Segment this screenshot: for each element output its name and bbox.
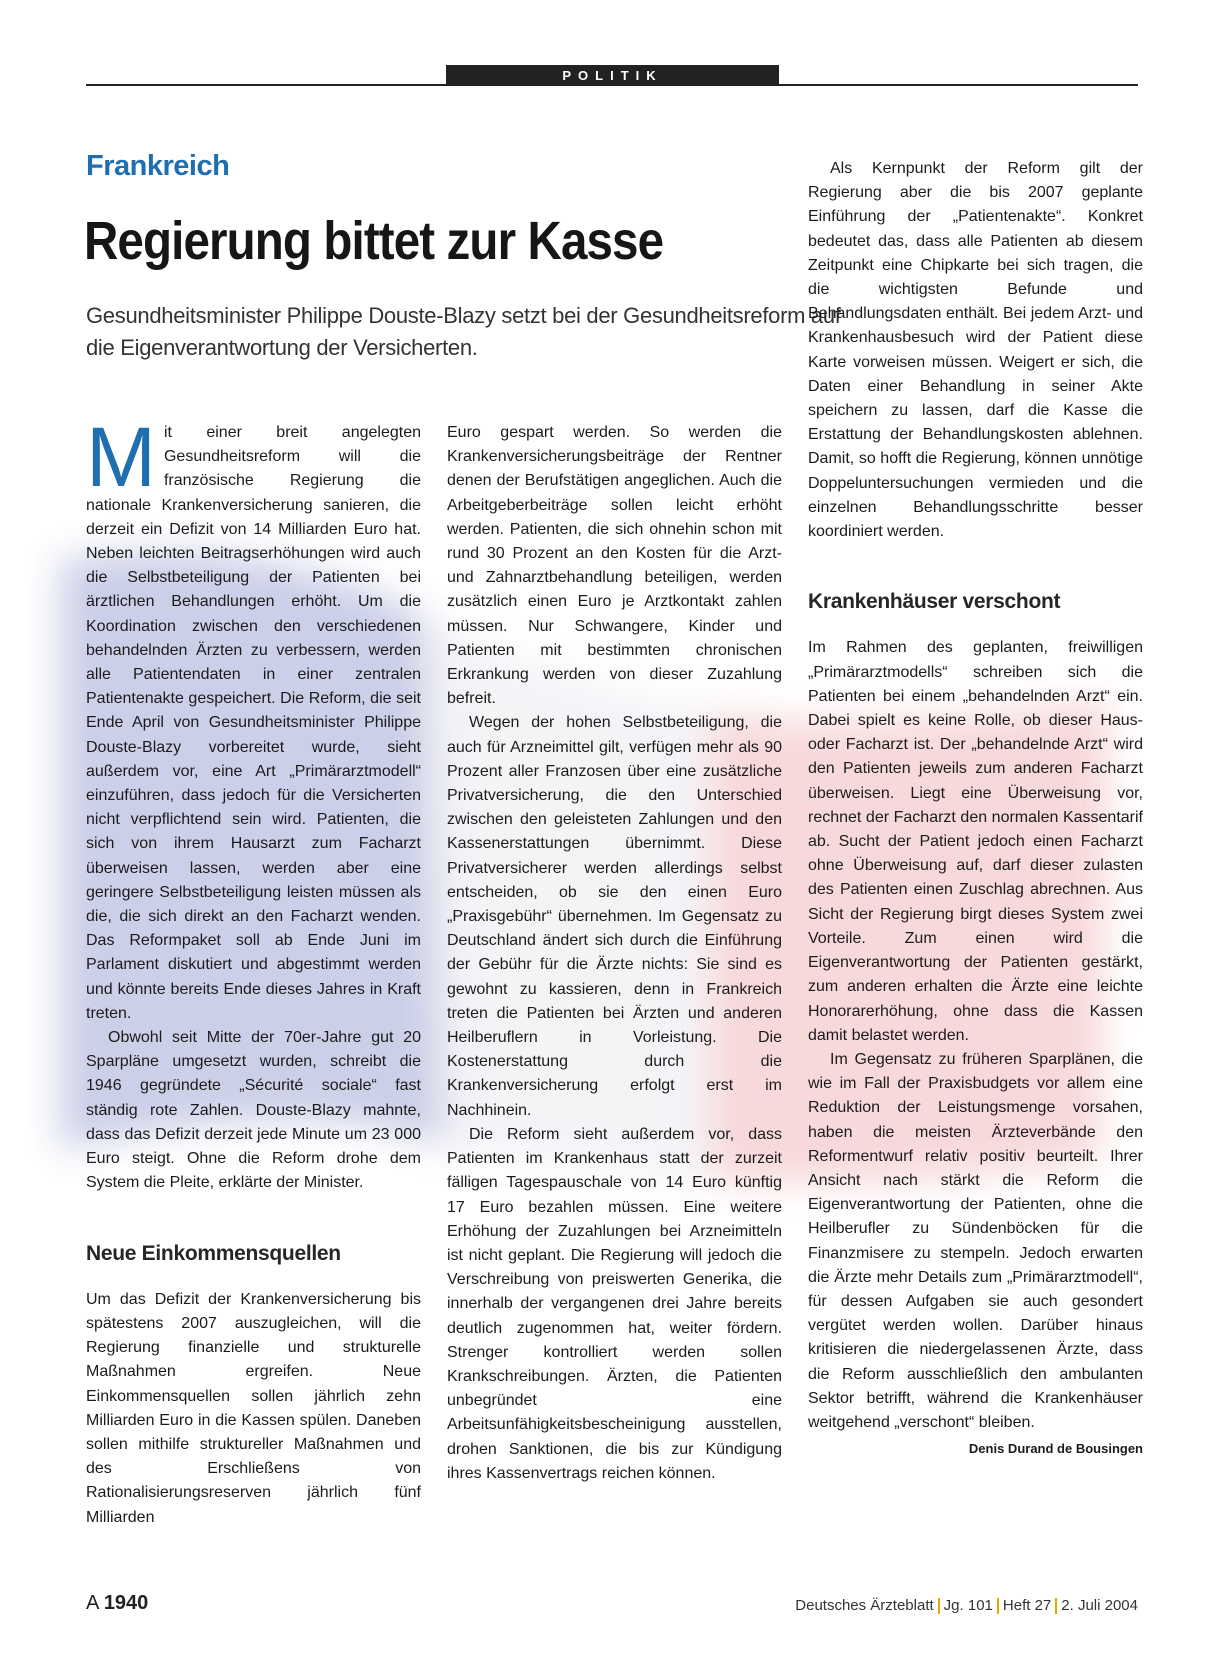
separator <box>1055 1598 1057 1614</box>
subheading: Krankenhäuser verschont <box>808 590 1061 614</box>
paragraph: Euro gespart werden. So werden die Krankenversicherungsbeiträge der Rentner denen der Berufstätigen angeglichen. Auch die Arbeitgeberbeiträge sollen leicht erhöht werden. Patienten, die sich ohnehin schon mit rund 30 Prozent an den Kosten für die Arzt- und Zahnarztbehandlung beteiligen, werden zusätzlich einen Euro je Arztkontakt zahlen müssen. Nur Schwangere, Kinder und Patienten mit bestimmten chronischen Erkrankung werden von dieser Zuzahlung befreit. <box>447 424 782 708</box>
paragraph: Mit einer breit angelegten Gesundheitsreform will die französische Regierung die nationale Krankenversicherung sanieren, die derzeit ein Defizit von 14 Milliarden Euro hat. Neben leichten Beitragserhöhungen wird auch die Selbstbeteiligung der Patienten bei ärztlichen Behandlungen erhöht. Um die Koordination zwischen den verschiedenen behandelnden Ärzten zu verbessern, werden alle Patientendaten in einer zentralen Patientenakte gespeichert. Die Reform, die seit Ende April von Gesundheitsminister Philippe Douste-Blazy vorbereitet wurde, sieht außerdem vor, eine Art „Primärarztmodell“ einzuführen, dass jedoch für die Versicherten nicht verpflichtend sein wird. Patienten, die sich von ihrem Hausarzt zum Facharzt überweisen lassen, werden aber eine geringere Selbstbeteiligung leisten müssen als die, die sich direkt an den Facharzt wenden. Das Reformpaket soll ab Ende Juni im Parlament diskutiert und abgestimmt werden und könnte bereits Ende dieses Jahres in Kraft treten. <box>86 410 421 1022</box>
article-column-1 <box>86 410 421 1530</box>
date: 2. Juli 2004 <box>1061 1597 1138 1614</box>
paragraph: Um das Defizit der Krankenversicherung bis spätestens 2007 auszugleichen, will die Regierung finanzielle und strukturelle Maßnahmen ergreifen. Neue Einkommensquellen sollen jährlich zehn Milliarden Euro in die Kassen spülen. Daneben sollen mithilfe struktureller Maßnahmen und des Erschließens von Rationalisierungsreserven jährlich fünf Milliarden <box>86 1290 421 1526</box>
kicker: Frankreich <box>86 150 230 182</box>
paragraph: Als Kernpunkt der Reform gilt der Regierung aber die bis 2007 geplante Einführung der „Patientenakte“. Konkret bedeutet das, dass alle Patienten ab diesem Zeitpunkt eine Chipkarte bei sich tragen, die die wichtigsten Befunde und Behandlungsdaten enthält. Bei jedem Arzt- und Krankenhausbesuch wird der Patient diese Karte vorweisen müssen. Weigert er sich, die Daten einer Behandlung in seiner Akte speichern zu lassen, darf die Kasse die Erstattung der Behandlungskosten ablehnen. Damit, so hofft die Regierung, können unnötige Doppeluntersuchungen vermieden und die einzelnen Behandlungsschritte besser koordiniert werden. <box>808 160 1143 541</box>
section-label: POLITIK <box>446 65 779 86</box>
volume: Jg. 101 <box>943 1597 993 1614</box>
headline: Regierung bittet zur Kasse <box>84 211 664 271</box>
article-column-3 <box>808 157 1143 1461</box>
journal-name: Deutsches Ärzteblatt <box>795 1597 934 1614</box>
article-column-2 <box>447 421 782 1486</box>
subheading: Neue Einkommensquellen <box>86 1241 341 1265</box>
page-number: A 1940 <box>86 1592 149 1614</box>
journal-footer <box>795 1597 1138 1614</box>
paragraph: Im Gegensatz zu früheren Sparplänen, die wie im Fall der Praxisbudgets vor allem eine Reduktion der Leistungsmenge vorsahen, haben die meisten Ärzteverbände den Reformentwurf relativ positiv beurteilt. Ihrer Ansicht nach stärkt die Reform die Eigenverantwortung der Patienten, ohne die Heilberufler zu Sündenböcken für die Finanzmisere zu stempeln. Jedoch erwarten die Ärzte mehr Details zum „Primärarztmodell“, für dessen Aufgaben sie auch gesondert vergütet werden wollen. Darüber hinaus kritisieren die niedergelassenen Ärzte, dass die Reform ausschließlich den ambulanten Sektor betrifft, während die Krankenhäuser weitgehend „verschont“ bleiben. Denis Durand de Bousingen <box>808 1048 1143 1435</box>
dek: Gesundheitsminister Philippe Douste-Blazy setzt bei der Gesundheitsreform auf die Eigenverantwortung der Versicherten. <box>86 303 841 360</box>
paragraph: Im Rahmen des geplanten, freiwilligen „Primärarztmodells“ schreiben sich die Patienten bei einem „behandelnden Arzt“ ein. Dabei spielt es keine Rolle, ob dieser Haus- oder Facharzt ist. Der „behandelnde Arzt“ wird den Patienten jeweils zum anderen Facharzt überweisen. Liegt eine Überweisung vor, rechnet der Facharzt den normalen Kassentarif ab. Sucht der Patient jedoch einen Facharzt ohne Überweisung auf, darf dieser zulasten des Patienten einen Zuschlag abrechnen. Aus Sicht der Regierung birgt dieses System zwei Vorteile. Zum einen wird die Eigenverantwortung der Patienten gestärkt, zum anderen erhalten die Ärzte eine leichte Honorarerhöhung, ohne dass die Kassen damit belastet werden. <box>808 639 1143 1044</box>
paragraph: Wegen der hohen Selbstbeteiligung, die auch für Arzneimittel gilt, verfügen mehr als 90 Prozent aller Franzosen über eine zusätzliche Privatversicherung, die den Unterschied zwischen den geleisteten Zahlungen und den Kassenerstattungen übernimmt. Diese Privatversicherer werden allerdings selbst entscheiden, ob sie den einen Euro „Praxisgebühr“ übernehmen. Im Gegensatz zu Deutschland ändert sich durch die Einführung der Gebühr für die Ärzte nichts: Sie sind es gewohnt zu kassieren, denn in Frankreich treten die Patienten bei Ärzten und anderen Heilberuflern in Vorleistung. Die Kostenerstattung durch die Krankenversicherung erfolgt erst im Nachhinein. <box>447 714 782 1119</box>
separator <box>938 1598 940 1614</box>
paragraph: Obwohl seit Mitte der 70er-Jahre gut 20 Sparpläne umgesetzt wurden, schreibt die 1946 gegründete „Sécurité sociale“ fast ständig rote Zahlen. Douste-Blazy mahnte, dass das Defizit derzeit jede Minute um 23 000 Euro steigt. Ohne die Reform drohe dem System die Pleite, erklärte der Minister. <box>86 1029 421 1192</box>
issue: Heft 27 <box>1002 1597 1052 1614</box>
paragraph: Die Reform sieht außerdem vor, dass Patienten im Krankenhaus statt der zurzeit fälligen Tagespauschale von 14 Euro künftig 17 Euro bezahlen müssen. Eine weitere Erhöhung der Zuzahlungen bei Arzneimitteln ist nicht geplant. Die Regierung will jedoch die Verschreibung von preiswerten Generika, die innerhalb der vergangenen drei Jahre bereits deutlich zugenommen hat, weiter fördern. Strenger kontrolliert werden sollen Krankschreibungen. Ärzten, die Patienten unbegründet eine Arbeitsunfähigkeitsbescheinigung ausstellen, drohen Sanktionen, die bis zur Kündigung ihres Kassenvertrags reichen können. <box>447 1125 782 1482</box>
author-byline: Denis Durand de Bousingen <box>968 1441 1143 1457</box>
drop-cap: M <box>86 410 156 504</box>
separator <box>997 1598 999 1614</box>
